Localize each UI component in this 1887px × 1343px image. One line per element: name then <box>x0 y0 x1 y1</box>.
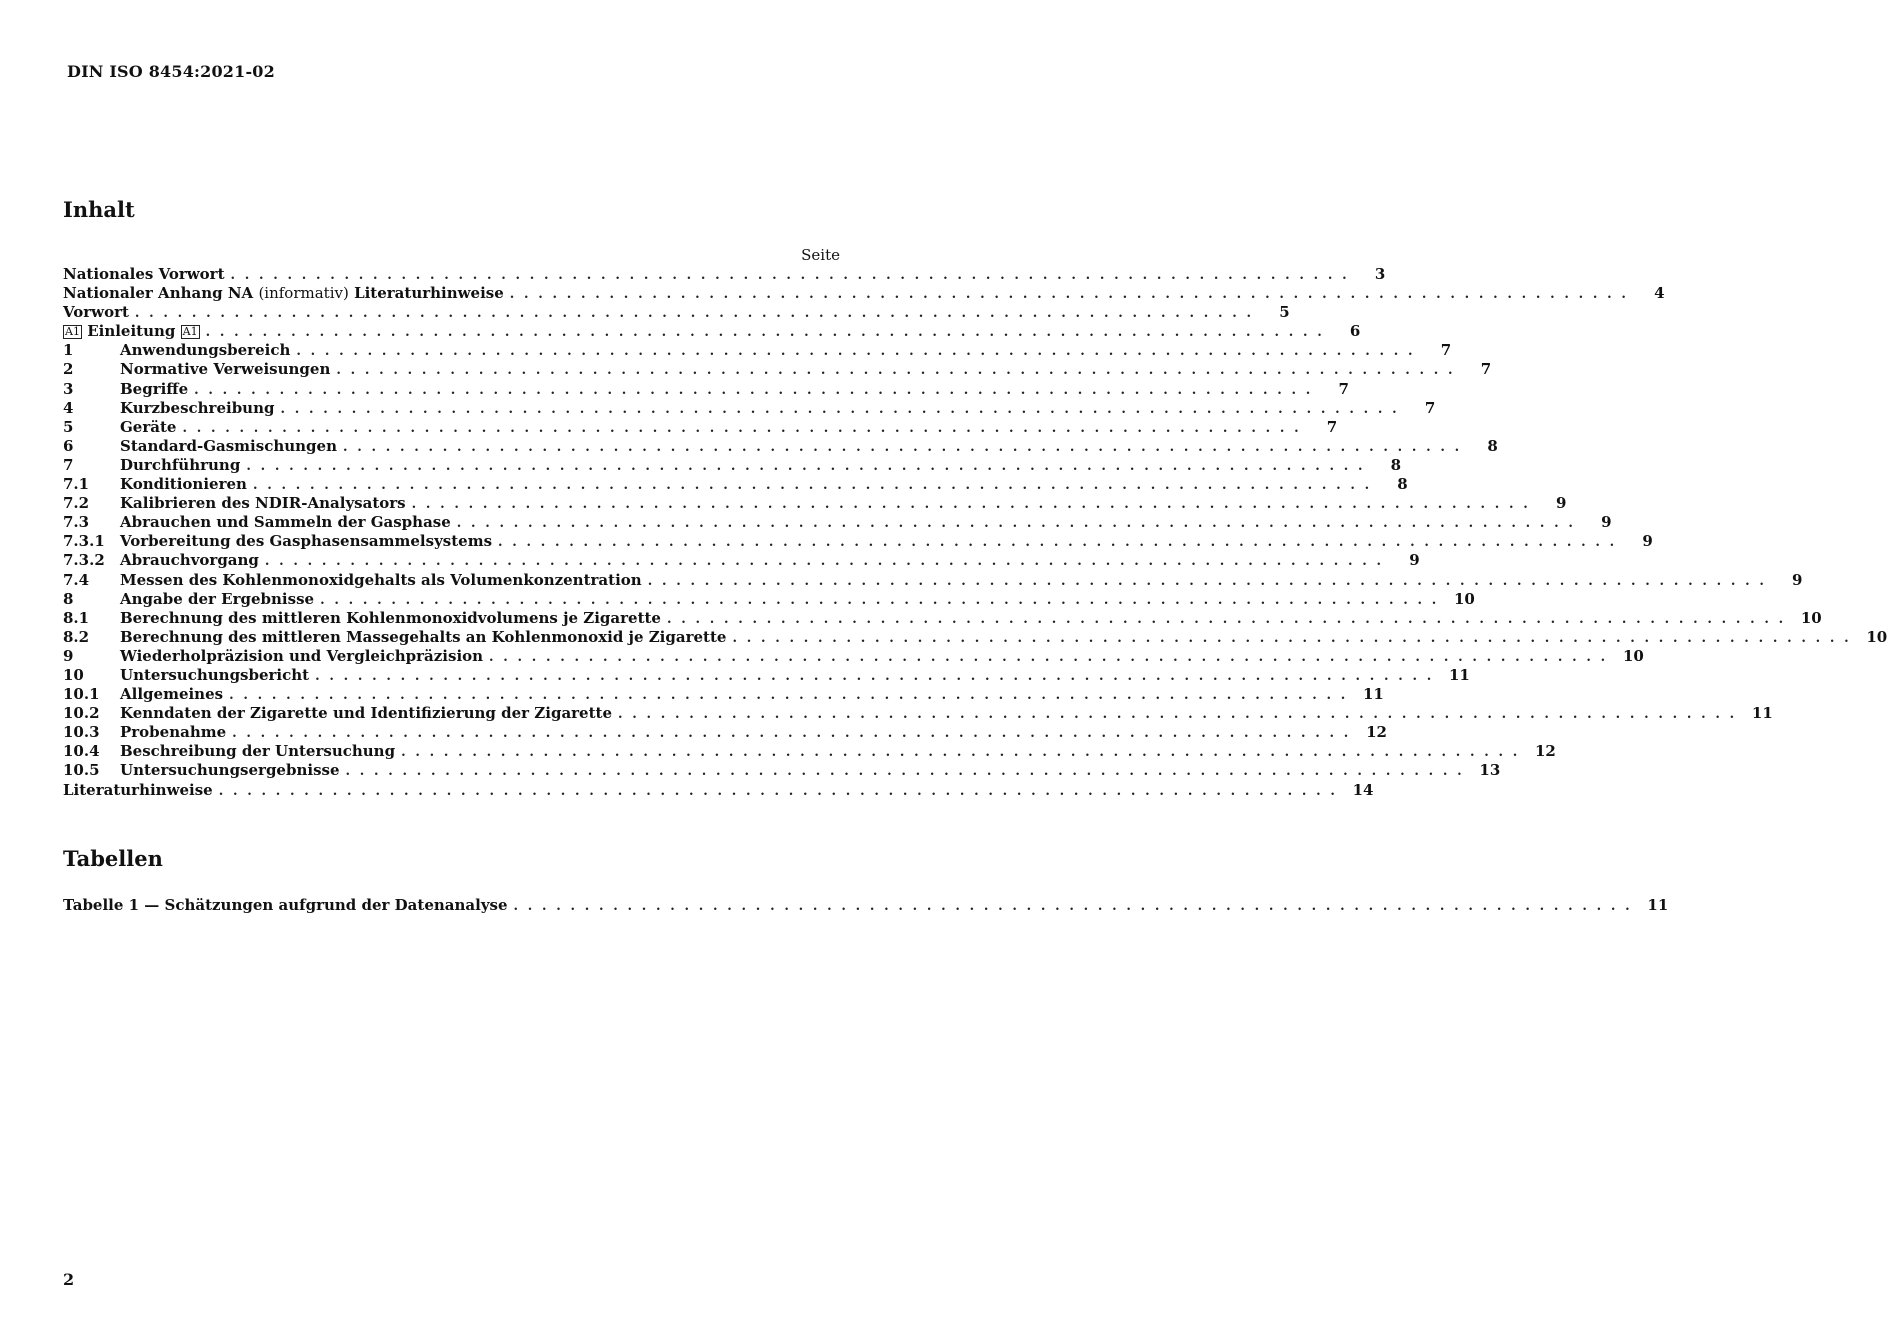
leader-dots: . . . . . . . . . . . . . . . . . . . . . . . . . . . . . . . . . . . . . . . . . . . . . . . . . . . . . . . . . . . . . . . . . . . . . . . . . . . . . . . <box>264 554 1384 570</box>
leader-dots: . . . . . . . . . . . . . . . . . . . . . . . . . . . . . . . . . . . . . . . . . . . . . . . . . . . . . . . . . . . . . . . . . . . . . . . . . . . . . . . <box>218 783 1338 799</box>
toc-entry-page: 11 <box>1362 685 1384 704</box>
toc-entry-number: 9 <box>63 646 74 665</box>
leader-dots: . . . . . . . . . . . . . . . . . . . . . . . . . . . . . . . . . . . . . . . . . . . . . . . . . . . . . . . . . . . . . . . . . . . . . . . . . . . . . . . <box>280 401 1400 417</box>
toc-entry-number: 7.3.2 <box>63 551 105 570</box>
toc-entry-title <box>63 322 200 341</box>
toc-entry-page: 11 <box>1449 665 1470 684</box>
toc-entry[interactable] <box>63 532 1653 551</box>
toc-entry[interactable] <box>63 475 1408 494</box>
toc-entry-number: 3 <box>63 379 74 398</box>
toc-entry-page: 5 <box>1279 303 1290 322</box>
toc-entry-page: 3 <box>1374 265 1386 283</box>
toc-entry[interactable] <box>63 322 1361 341</box>
toc-entry-title-part: Nationaler Anhang NA <box>63 284 254 303</box>
toc-entry-number: 1 <box>63 341 74 360</box>
leader-dots: . . . . . . . . . . . . . . . . . . . . . . . . . . . . . . . . . . . . . . . . . . . . . . . . . . . . . . . . . . . . . . . . . . . . . . . . . . . . . . . <box>732 630 1852 646</box>
table-entry[interactable] <box>63 896 1669 915</box>
toc-entry-title: Probenahme <box>120 723 227 742</box>
toc-entry-number: 5 <box>63 417 74 436</box>
toc-entry[interactable] <box>63 436 1498 456</box>
toc-entry-number: 10.5 <box>63 761 100 780</box>
leader-dots: . . . . . . . . . . . . . . . . . . . . . . . . . . . . . . . . . . . . . . . . . . . . . . . . . . . . . . . . . . . . . . . . . . . . . . . . . . . . . . . <box>315 668 1434 684</box>
leader-dots: . . . . . . . . . . . . . . . . . . . . . . . . . . . . . . . . . . . . . . . . . . . . . . . . . . . . . . . . . . . . . . . . . . . . . . . . . . . . . . . <box>509 287 1629 303</box>
toc-entry-page: 12 <box>1366 723 1387 742</box>
toc-entry-number: 7.3.1 <box>63 532 105 551</box>
toc-entry-number: 10.4 <box>63 742 100 761</box>
toc-entry-page: 4 <box>1654 284 1665 303</box>
leader-dots: . . . . . . . . . . . . . . . . . . . . . . . . . . . . . . . . . . . . . . . . . . . . . . . . . . . . . . . . . . . . . . . . . . . . . . . . . . . . . . . <box>194 382 1313 398</box>
toc-entry[interactable] <box>63 341 1452 360</box>
toc-entry-page: 10 <box>1866 627 1887 646</box>
toc-entry-page: 7 <box>1424 398 1436 417</box>
contents-heading: Inhalt <box>63 197 135 222</box>
toc-entry-page: 9 <box>1642 532 1653 551</box>
toc-list <box>63 265 1887 800</box>
toc-entry-number: 7 <box>63 455 74 474</box>
leader-dots: . . . . . . . . . . . . . . . . . . . . . . . . . . . . . . . . . . . . . . . . . . . . . . . . . . . . . . . . . . . . . . . . . . . . . . . . . . . . . . . <box>345 764 1465 780</box>
toc-entry-page: 9 <box>1555 494 1567 513</box>
toc-entry[interactable] <box>63 551 1420 570</box>
toc-entry-number: 7.4 <box>63 570 90 589</box>
toc-entry-title: Allgemeines <box>120 685 224 704</box>
leader-dots: . . . . . . . . . . . . . . . . . . . . . . . . . . . . . . . . . . . . . . . . . . . . . . . . . . . . . . . . . . . . . . . . . . . . . . . . . . . . . . . <box>246 458 1366 474</box>
toc-entry-title: Berechnung des mittleren Massegehalts an Kohlenmonoxid je Zigarette <box>120 627 727 646</box>
toc-entry-page: 7 <box>1338 379 1349 398</box>
toc-entry[interactable] <box>63 398 1436 418</box>
leader-dots: . . . . . . . . . . . . . . . . . . . . . . . . . . . . . . . . . . . . . . . . . . . . . . . . . . . . . . . . . . . . . . . . . . . . . . . . . . . . . . . <box>134 306 1254 322</box>
toc-entry[interactable] <box>63 379 1349 399</box>
toc-entry[interactable] <box>63 455 1402 475</box>
toc-entry[interactable] <box>63 284 1665 303</box>
toc-entry-page: 9 <box>1792 570 1803 589</box>
toc-entry-page: 10 <box>1800 608 1822 627</box>
leader-dots: . . . . . . . . . . . . . . . . . . . . . . . . . . . . . . . . . . . . . . . . . . . . . . . . . . . . . . . . . . . . . . . . . . . . . . . . . . . . . . . <box>296 344 1416 360</box>
toc-entry-title-part: Einleitung <box>87 322 176 341</box>
toc-entry-title: Nationales Vorwort <box>63 265 225 283</box>
tables-list <box>63 896 1669 915</box>
leader-dots: . . . . . . . . . . . . . . . . . . . . . . . . . . . . . . . . . . . . . . . . . . . . . . . . . . . . . . . . . . . . . . . . . . . . . . . . . . . . . . . <box>336 363 1456 379</box>
toc-entry[interactable] <box>63 417 1338 437</box>
toc-entry-title: Berechnung des mittleren Kohlenmonoxidvolumens je Zigarette <box>120 608 661 627</box>
toc-entry-number: 7.1 <box>63 475 90 494</box>
tables-heading: Tabellen <box>63 846 163 871</box>
toc-entry-page: 8 <box>1397 475 1408 494</box>
toc-entry-page: 8 <box>1487 436 1498 455</box>
leader-dots: . . . . . . . . . . . . . . . . . . . . . . . . . . . . . . . . . . . . . . . . . . . . . . . . . . . . . . . . . . . . . . . . . . . . . . . . . . . . . . . <box>647 573 1767 589</box>
toc-entry-number: 7.2 <box>63 494 90 513</box>
leader-dots: . . . . . . . . . . . . . . . . . . . . . . . . . . . . . . . . . . . . . . . . . . . . . . . . . . . . . . . . . . . . . . . . . . . . . . . . . . . . . . . <box>205 325 1325 341</box>
toc-entry-page: 8 <box>1390 455 1402 474</box>
toc-entry-page: 7 <box>1480 360 1492 379</box>
amendment-end-marker: A1 <box>182 325 198 339</box>
toc-entry-title: Abrauchvorgang <box>120 551 259 570</box>
leader-dots: . . . . . . . . . . . . . . . . . . . . . . . . . . . . . . . . . . . . . . . . . . . . . . . . . . . . . . . . . . . . . . . . . . . . . . . . . . . . . . . <box>182 420 1302 436</box>
toc-entry-title: Normative Verweisungen <box>120 360 331 379</box>
leader-dots: . . . . . . . . . . . . . . . . . . . . . . . . . . . . . . . . . . . . . . . . . . . . . . . . . . . . . . . . . . . . . . . . . . . . . . . . . . . . . . . <box>401 745 1520 761</box>
toc-entry-title: Wiederholpräzision und Vergleichpräzision <box>120 646 484 665</box>
leader-dots: . . . . . . . . . . . . . . . . . . . . . . . . . . . . . . . . . . . . . . . . . . . . . . . . . . . . . . . . . . . . . . . . . . . . . . . . . . . . . . . <box>513 899 1633 914</box>
toc-entry[interactable] <box>63 360 1492 379</box>
toc-entry[interactable] <box>63 608 1822 628</box>
toc-entry-number: 10.2 <box>63 704 100 723</box>
toc-entry-page: 11 <box>1751 704 1773 723</box>
leader-dots: . . . . . . . . . . . . . . . . . . . . . . . . . . . . . . . . . . . . . . . . . . . . . . . . . . . . . . . . . . . . . . . . . . . . . . . . . . . . . . . <box>252 478 1372 494</box>
toc-entry-title: Untersuchungsbericht <box>120 665 310 684</box>
toc-entry[interactable] <box>63 494 1567 513</box>
toc-entry-title: Literaturhinweise <box>63 780 213 799</box>
toc-entry[interactable] <box>63 646 1644 666</box>
leader-dots: . . . . . . . . . . . . . . . . . . . . . . . . . . . . . . . . . . . . . . . . . . . . . . . . . . . . . . . . . . . . . . . . . . . . . . . . . . . . . . . <box>232 726 1351 742</box>
toc-entry-number: 10.1 <box>63 685 100 704</box>
toc-entry-page: 14 <box>1352 780 1374 799</box>
toc-entry-page: 10 <box>1622 646 1644 665</box>
toc-entry-title: Konditionieren <box>120 475 247 494</box>
leader-dots: . . . . . . . . . . . . . . . . . . . . . . . . . . . . . . . . . . . . . . . . . . . . . . . . . . . . . . . . . . . . . . . . . . . . . . . . . . . . . . . <box>343 439 1462 455</box>
toc-entry-title: Untersuchungsergebnisse <box>120 761 340 780</box>
toc-entry-title: Beschreibung der Untersuchung <box>120 742 396 761</box>
toc-entry-title: Anwendungsbereich <box>120 341 291 360</box>
toc-entry-page: 13 <box>1479 761 1501 780</box>
amendment-start-marker: A1 <box>65 325 80 339</box>
toc-entry-title: Durchführung <box>120 455 241 474</box>
leader-dots: . . . . . . . . . . . . . . . . . . . . . . . . . . . . . . . . . . . . . . . . . . . . . . . . . . . . . . . . . . . . . . . . . . . . . . . . . . . . . . . <box>456 516 1576 532</box>
page-number: 2 <box>63 1270 75 1289</box>
leader-dots: . . . . . . . . . . . . . . . . . . . . . . . . . . . . . . . . . . . . . . . . . . . . . . . . . . . . . . . . . . . . . . . . . . . . . . . . . . . . . . . <box>320 592 1439 608</box>
toc-entry-note: (informativ) <box>258 284 349 303</box>
toc-entry-title: Messen des Kohlenmonoxidgehalts als Volumenkonzentration <box>120 570 642 589</box>
leader-dots: . . . . . . . . . . . . . . . . . . . . . . . . . . . . . . . . . . . . . . . . . . . . . . . . . . . . . . . . . . . . . . . . . . . . . . . . . . . . . . . <box>618 707 1737 723</box>
leader-dots: . . . . . . . . . . . . . . . . . . . . . . . . . . . . . . . . . . . . . . . . . . . . . . . . . . . . . . . . . . . . . . . . . . . . . . . . . . . . . . . <box>230 268 1350 283</box>
toc-entry[interactable] <box>63 761 1501 780</box>
toc-entry-page: 7 <box>1326 417 1338 436</box>
toc-entry-page: 9 <box>1601 513 1612 532</box>
toc-entry-number: 10.3 <box>63 723 100 742</box>
toc-entry-title: Standard-Gasmischungen <box>120 436 337 455</box>
page-column-label: Seite <box>801 246 840 264</box>
toc-entry-page: 9 <box>1409 551 1420 570</box>
toc-entry[interactable] <box>63 685 1384 704</box>
toc-entry[interactable] <box>63 723 1387 742</box>
toc-entry-title: Vorbereitung des Gasphasensammelsystems <box>120 532 493 551</box>
toc-entry-number: 8 <box>63 589 74 608</box>
toc-entry-title: Vorwort <box>63 303 129 322</box>
toc-entry[interactable] <box>63 303 1290 322</box>
leader-dots: . . . . . . . . . . . . . . . . . . . . . . . . . . . . . . . . . . . . . . . . . . . . . . . . . . . . . . . . . . . . . . . . . . . . . . . . . . . . . . . <box>411 497 1531 513</box>
table-entry-title: Tabelle 1 — Schätzungen aufgrund der Datenanalyse <box>63 896 508 914</box>
toc-entry[interactable] <box>63 665 1470 685</box>
toc-entry-page: 10 <box>1453 589 1475 608</box>
toc-entry-number: 8.2 <box>63 627 90 646</box>
toc-entry-title-part: Literaturhinweise <box>354 284 504 303</box>
toc-entry-title: Geräte <box>120 417 177 436</box>
leader-dots: . . . . . . . . . . . . . . . . . . . . . . . . . . . . . . . . . . . . . . . . . . . . . . . . . . . . . . . . . . . . . . . . . . . . . . . . . . . . . . . <box>229 688 1348 704</box>
leader-dots: . . . . . . . . . . . . . . . . . . . . . . . . . . . . . . . . . . . . . . . . . . . . . . . . . . . . . . . . . . . . . . . . . . . . . . . . . . . . . . . <box>666 611 1786 627</box>
table-entry-page: 11 <box>1647 896 1669 914</box>
toc-entry-page: 12 <box>1534 742 1556 761</box>
toc-entry[interactable] <box>63 570 1803 590</box>
toc-entry-number: 4 <box>63 398 74 417</box>
toc-entry-page: 6 <box>1349 322 1361 341</box>
toc-entry[interactable] <box>63 265 1386 284</box>
toc-entry-number: 2 <box>63 360 74 379</box>
toc-entry-title: Begriffe <box>120 379 189 398</box>
leader-dots: . . . . . . . . . . . . . . . . . . . . . . . . . . . . . . . . . . . . . . . . . . . . . . . . . . . . . . . . . . . . . . . . . . . . . . . . . . . . . . . <box>498 535 1617 551</box>
toc-entry-number: 7.3 <box>63 513 90 532</box>
toc-entry-title <box>63 284 504 303</box>
toc-entry-title: Kenndaten der Zigarette und Identifizierung der Zigarette <box>120 704 613 723</box>
toc-entry[interactable] <box>63 513 1612 532</box>
toc-entry[interactable] <box>63 589 1475 609</box>
toc-entry[interactable] <box>63 704 1773 723</box>
toc-entry[interactable] <box>63 742 1556 761</box>
toc-entry-title: Angabe der Ergebnisse <box>120 589 315 608</box>
toc-entry[interactable] <box>63 627 1887 647</box>
leader-dots: . . . . . . . . . . . . . . . . . . . . . . . . . . . . . . . . . . . . . . . . . . . . . . . . . . . . . . . . . . . . . . . . . . . . . . . . . . . . . . . <box>489 649 1608 665</box>
document-id: DIN ISO 8454:2021-02 <box>67 62 275 81</box>
toc-entry-title: Kalibrieren des NDIR-Analysators <box>120 494 406 513</box>
toc-entry-page: 7 <box>1440 341 1452 360</box>
toc-entry-number: 6 <box>63 436 74 455</box>
toc-entry-number: 10 <box>63 665 84 684</box>
toc-entry-title: Kurzbeschreibung <box>120 398 275 417</box>
toc-entry-number: 8.1 <box>63 608 90 627</box>
toc-entry[interactable] <box>63 780 1374 800</box>
toc-entry-title: Abrauchen und Sammeln der Gasphase <box>120 513 451 532</box>
